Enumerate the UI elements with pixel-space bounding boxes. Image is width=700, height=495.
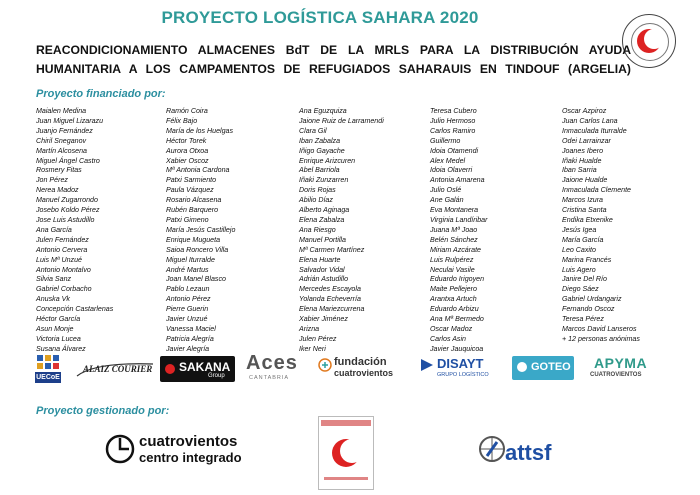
donor-name: Antonio Pérez bbox=[166, 295, 211, 304]
donor-name: Salvador Vidal bbox=[299, 265, 345, 274]
fundacion-cuatrovientos-logo: fundación cuatrovientos bbox=[318, 356, 403, 382]
donor-name: Rubén Barquero bbox=[166, 206, 219, 215]
sakana-group-logo: SAKANA Group bbox=[160, 356, 235, 382]
donor-name: Arantxa Artuch bbox=[430, 295, 477, 304]
donor-name: Miriam Azcárate bbox=[430, 245, 481, 254]
donor-name: Ana Mª Bermedo bbox=[430, 315, 484, 324]
donor-name: Marcos David Lanseros bbox=[562, 324, 637, 333]
donor-name: Javier Alegría bbox=[166, 344, 210, 353]
donor-name: Julio Oslé bbox=[430, 186, 462, 195]
donor-name: Mª Carmen Martínez bbox=[299, 245, 365, 254]
donor-name: André Martus bbox=[166, 265, 209, 274]
donor-name: Victoria Lucea bbox=[36, 334, 81, 343]
donor-name: Eva Montanera bbox=[430, 206, 479, 215]
donor-name: Ramón Coira bbox=[166, 107, 208, 115]
donor-name: Idoia Otamendi bbox=[430, 146, 479, 155]
donor-name: Pierre Guerin bbox=[166, 305, 209, 314]
donor-name: Abilio Díaz bbox=[299, 196, 333, 205]
donor-name: Alex Medel bbox=[430, 156, 466, 165]
donor-name: Mª Antonia Cardona bbox=[166, 166, 230, 175]
donor-name: Maialen Medina bbox=[36, 107, 87, 115]
donor-name: + 12 personas anónimas bbox=[562, 334, 640, 343]
donor-name: Mercedes Escayola bbox=[299, 285, 361, 294]
donor-name: Julen Fernández bbox=[36, 235, 89, 244]
donor-name: Eduardo Arbizu bbox=[430, 305, 479, 314]
red-crescent-sahrawi-logo bbox=[318, 416, 374, 490]
donor-name: Arizna bbox=[299, 324, 320, 333]
donor-name: Jon Pérez bbox=[36, 176, 68, 185]
donor-name: Alberto Aginaga bbox=[299, 206, 350, 215]
donor-name: Neculai Vasile bbox=[430, 265, 475, 274]
donor-name: Joanes Ibero bbox=[562, 146, 604, 155]
donor-name: María García bbox=[562, 235, 604, 244]
donor-column-3 bbox=[299, 107, 419, 355]
donor-name: Pablo Lezaun bbox=[166, 285, 210, 294]
donor-name: Vanessa Maciel bbox=[166, 324, 216, 333]
donor-name: Cristina Santa bbox=[562, 206, 607, 215]
donor-name: Gabriel Corbacho bbox=[36, 285, 92, 294]
donor-name: Ana García bbox=[36, 225, 72, 234]
donor-name: Patricia Alegría bbox=[166, 334, 214, 343]
donor-name: Elena Zabalza bbox=[299, 215, 345, 224]
donor-name: Iñigo Gayache bbox=[299, 146, 345, 155]
donor-name: Félix Bajo bbox=[166, 116, 198, 125]
donor-name: Martín Alcosena bbox=[36, 146, 87, 155]
donor-name: Elena Mariezcurrena bbox=[299, 305, 365, 314]
donor-name: Héctor García bbox=[36, 315, 81, 324]
donor-name: Jose Luis Astudillo bbox=[36, 215, 95, 224]
donor-column-2 bbox=[166, 107, 286, 355]
aces-cantabria-logo: Aces CANTABRIA bbox=[246, 352, 298, 381]
donor-name: Inmaculada Iturralde bbox=[562, 126, 627, 135]
donor-name: Oscar Madoz bbox=[430, 324, 473, 333]
donor-name: Ana Eguzquiza bbox=[299, 107, 347, 115]
financed-by-label: Proyecto financiado por: bbox=[36, 88, 166, 100]
donor-name: Manuel Portilla bbox=[299, 235, 346, 244]
apyma-cuatrovientos-logo: APYMA CUATROVIENTOS bbox=[590, 355, 648, 378]
donor-name: Julio Hermoso bbox=[430, 116, 476, 125]
donor-name: Iñaki Hualde bbox=[562, 156, 602, 165]
managed-by-label: Proyecto gestionado por: bbox=[36, 405, 170, 417]
donor-name: Fernando Oscoz bbox=[562, 305, 615, 314]
goteo-logo: GOTEO bbox=[512, 356, 574, 380]
alaiz-courier-logo: ALAIZ COURIER bbox=[75, 358, 157, 380]
donor-name: Antonia Amarena bbox=[430, 176, 485, 185]
donor-name: Patxi Gimeno bbox=[166, 215, 209, 224]
donor-name: Marina Francés bbox=[562, 255, 612, 264]
cuatrovientos-centro-integrado-logo: cuatrovientos centro integrado bbox=[105, 433, 280, 467]
donor-name: Saioa Roncero Villa bbox=[166, 245, 229, 254]
donor-name: Enrique Mugueta bbox=[166, 235, 221, 244]
donor-name: Abel Barriola bbox=[299, 166, 340, 175]
donor-name: Idoia Olaverri bbox=[430, 166, 473, 175]
donor-name: Nerea Madoz bbox=[36, 186, 79, 195]
donor-name: Silvia Sanz bbox=[36, 275, 72, 284]
donor-name: Juan Miguel Lizarazu bbox=[36, 116, 104, 125]
page-title: PROYECTO LOGÍSTICA SAHARA 2020 bbox=[161, 8, 479, 27]
donor-name: Teresa Pérez bbox=[562, 315, 604, 324]
donor-name: Oscar Azpiroz bbox=[562, 107, 607, 115]
donor-name: Elena Huarte bbox=[299, 255, 341, 264]
donor-name: Ana Riesgo bbox=[299, 225, 336, 234]
donor-name: Héctor Torek bbox=[166, 136, 207, 145]
donor-name: Luis Mª Unzué bbox=[36, 255, 82, 264]
donor-name: Adrián Astudillo bbox=[299, 275, 349, 284]
donor-name: Xabier Jiménez bbox=[299, 315, 348, 324]
donor-name: Virginia Landíribar bbox=[430, 215, 488, 224]
donor-name: Eduardo Irigoyen bbox=[430, 275, 485, 284]
donor-name: Iban Sarria bbox=[562, 166, 597, 175]
donor-name: Guillermo bbox=[430, 136, 461, 145]
donor-name: Julen Pérez bbox=[299, 334, 337, 343]
donor-name: Clara Gil bbox=[299, 126, 327, 135]
donor-name: Leo Caxito bbox=[562, 245, 596, 254]
donor-name: Yolanda Echeverría bbox=[299, 295, 361, 304]
attsf-logo: attsf bbox=[477, 434, 567, 470]
donor-name: Juanjo Fernández bbox=[36, 126, 93, 135]
donor-name: Miguel Ángel Castro bbox=[36, 156, 100, 165]
donor-column-4 bbox=[430, 107, 550, 355]
donor-name: Carlos Ramiro bbox=[430, 126, 476, 135]
donor-name: Juan Carlos Lana bbox=[562, 116, 618, 125]
donor-name: Marcos Izura bbox=[562, 196, 603, 205]
donor-name: Jaione Hualde bbox=[562, 176, 608, 185]
donor-name: Diego Sáez bbox=[562, 285, 599, 294]
donor-name: Concepción Castarlenas bbox=[36, 305, 114, 314]
donor-name: Ane Galán bbox=[430, 196, 464, 205]
donor-name: Odei Larrainzar bbox=[562, 136, 611, 145]
donor-name: Doris Rojas bbox=[299, 186, 336, 195]
donor-name: Carlos Asin bbox=[430, 334, 467, 343]
donor-name: Chiril Sneganov bbox=[36, 136, 87, 145]
uecoe-logo: UECoE bbox=[35, 353, 61, 383]
donor-name: Susana Álvarez bbox=[36, 344, 86, 353]
donor-name: Janire Del Río bbox=[562, 275, 607, 284]
donor-name: Patxi Sarmiento bbox=[166, 176, 217, 185]
donor-name: Xabier Oscoz bbox=[166, 156, 209, 165]
donor-name: Iban Zabalza bbox=[299, 136, 341, 145]
donor-name: Luis Rulpérez bbox=[430, 255, 474, 264]
donor-columns bbox=[36, 107, 676, 353]
donor-name: Rosario Alcasena bbox=[166, 196, 222, 205]
donor-column-1 bbox=[36, 107, 156, 355]
disayt-logo: DISAYT GRUPO LOGÍSTICO bbox=[420, 356, 500, 382]
donor-name: Rosmery Fitas bbox=[36, 166, 82, 175]
donor-name: Jaione Ruiz de Larramendi bbox=[299, 116, 384, 125]
donor-name: Teresa Cubero bbox=[430, 107, 477, 115]
donor-name: Javier Unzué bbox=[166, 315, 208, 324]
donor-column-5 bbox=[562, 107, 682, 345]
donor-name: Antonio Cervera bbox=[36, 245, 88, 254]
project-subtitle: REACONDICIONAMIENTO ALMACENES BdT DE LA MRLS PARA LA DISTRIBUCIÓN AYUDA HUMANITARIA A LOS CAMPAMENTOS DE REFUGIADOS SAHARAUIS EN TINDOUF (ARGELIA) bbox=[36, 43, 631, 76]
donor-name: Paula Vázquez bbox=[166, 186, 214, 195]
donor-name: María de los Huelgas bbox=[166, 126, 234, 135]
donor-name: Enrique Arizcuren bbox=[299, 156, 356, 165]
donor-name: Belén Sánchez bbox=[430, 235, 478, 244]
donor-name: Iker Neri bbox=[299, 344, 326, 353]
donor-name: Maite Pellejero bbox=[430, 285, 477, 294]
donor-name: Juana Mª Joao bbox=[430, 225, 478, 234]
donor-name: Endika Etxenike bbox=[562, 215, 613, 224]
donor-name: Javier Jauquicoa bbox=[430, 344, 484, 353]
donor-name: Inmaculada Clemente bbox=[562, 186, 632, 195]
donor-name: María Jesús Castillejo bbox=[166, 225, 236, 234]
donor-name: Manuel Zugarrondo bbox=[36, 196, 98, 205]
donor-name: Luis Agero bbox=[562, 265, 596, 274]
donor-name: Anuska Vk bbox=[36, 295, 70, 304]
donor-name: Gabriel Urdangariz bbox=[562, 295, 622, 304]
donor-name: Josebo Koldo Pérez bbox=[36, 206, 100, 215]
donor-name: Miguel Iturralde bbox=[166, 255, 215, 264]
donor-name: Iñaki Zunzarren bbox=[299, 176, 349, 185]
donor-name: Joan Manel Blasco bbox=[166, 275, 226, 284]
donor-name: Antonio Montalvo bbox=[36, 265, 91, 274]
donor-name: Aurora Otxoa bbox=[166, 146, 209, 155]
donor-name: Asun Monje bbox=[36, 324, 74, 333]
donor-name: Jesús Igea bbox=[562, 225, 597, 234]
